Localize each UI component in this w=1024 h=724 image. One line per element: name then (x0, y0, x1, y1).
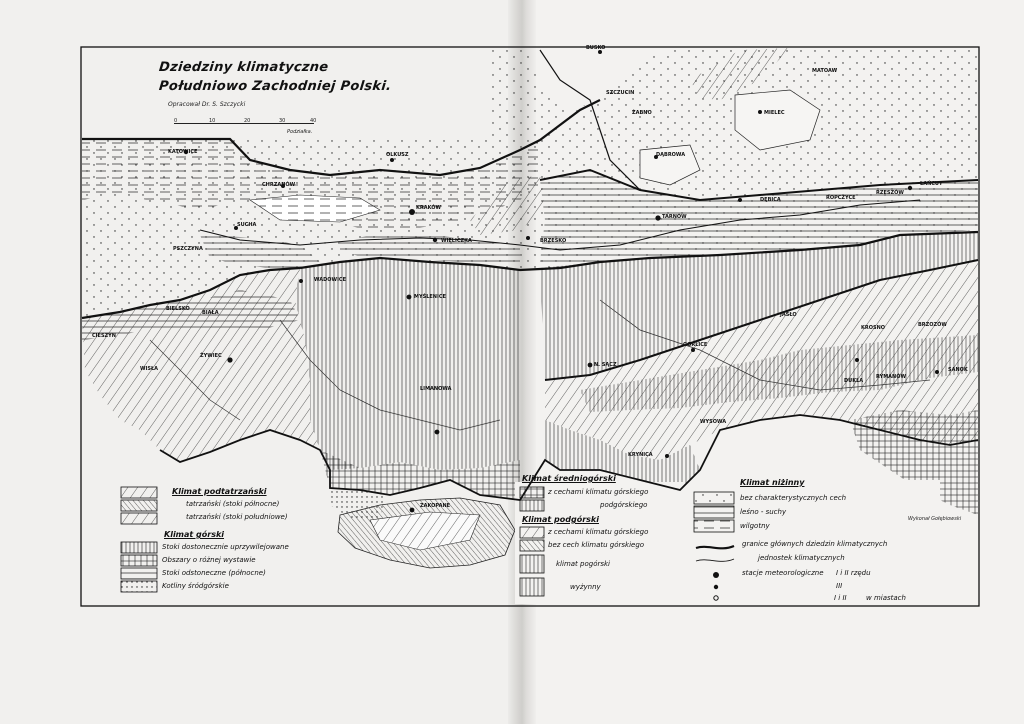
legend-order-1: I i II rzędu (836, 569, 871, 577)
legend-item: tatrzański (stoki północne) (186, 500, 280, 508)
legend-order-2: III (836, 582, 843, 590)
scale-label: Podziałka. (287, 129, 313, 135)
place-label: KROSNO (861, 325, 886, 331)
place-label: ROPCZYCE (826, 195, 856, 201)
place-label: KRAKÓW (416, 205, 442, 211)
place-label: GORLICE (683, 342, 708, 348)
legend-item: Stoki dostonecznie uprzywilejowane (162, 543, 289, 551)
place-label: MATOAW (812, 68, 838, 74)
legend-item: z cechami klimatu górskiego (548, 528, 649, 536)
place-label: JASŁO (780, 312, 797, 318)
legend-title-sredniogorski: Klimat średniogórski (522, 474, 616, 483)
legend-item: klimat pogórski (556, 560, 610, 568)
place-label: BUSKO (586, 45, 606, 51)
legend-title-podgorski: Klimat podgórski (522, 515, 599, 524)
legend-item: Kotliny śródgórskie (162, 582, 229, 590)
place-label: ZAKOPANE (420, 503, 451, 509)
legend-title-podtatrzanski: Klimat podtatrzański (172, 487, 267, 496)
place-label: LIMANOWA (420, 386, 452, 392)
place-label: CIESZYN (92, 333, 116, 339)
legend-stations: stacje meteorologiczne (742, 569, 824, 577)
scale-tick: 30 (279, 118, 286, 124)
place-label: KRYNICA (628, 452, 653, 458)
place-label: BIELSKO (166, 306, 190, 312)
place-label: RYMANÓW (876, 374, 906, 380)
legend-boundary-main: granice głównych dziedzin klimatycznych (742, 540, 888, 548)
place-label: KATOWICE (168, 149, 198, 155)
place-label: MYŚLENICE (414, 294, 446, 300)
map-subtitle: Południowo Zachodniej Polski. (158, 79, 393, 94)
legend-item: podgórskiego (600, 501, 648, 509)
legend-item: Stoki odstoneczne (północne) (162, 569, 266, 577)
legend-item: leśno - suchy (740, 508, 787, 516)
map-credit: Wykonał Gołębiowski (908, 516, 962, 522)
place-label: SZCZUCIN (606, 90, 635, 96)
place-label: N. SĄCZ (594, 362, 617, 368)
legend-item: wilgotny (740, 522, 770, 530)
place-label: BRZESKO (540, 238, 567, 244)
scale-tick: 10 (209, 118, 216, 124)
place-label: WYSOWA (700, 419, 727, 425)
place-label: OLKUSZ (386, 152, 409, 158)
legend-item: tatrzański (stoki południowe) (186, 513, 288, 521)
place-label: TARNÓW (662, 214, 687, 220)
legend-title-gorski: Klimat górski (164, 530, 225, 539)
scale-tick: 40 (310, 118, 317, 124)
legend-in-towns: w miastach (866, 594, 906, 602)
place-label: ŁAŃCUT (920, 181, 943, 187)
place-label: WISŁA (140, 366, 159, 372)
place-label: DĄBROWA (656, 152, 686, 158)
map-title: Dziedziny klimatyczne (158, 60, 330, 75)
legend-item: z cechami klimatu górskiego (548, 488, 649, 496)
map-author: Opracował Dr. S. Szczycki (168, 101, 246, 108)
place-label: SANOK (948, 367, 968, 373)
legend-item: bez charakterystycznych cech (740, 494, 847, 502)
place-label: SUCHA (237, 222, 257, 228)
place-label: MIELEC (764, 110, 785, 116)
place-label: PSZCZYNA (173, 246, 203, 252)
scale-tick: 20 (244, 118, 251, 124)
scale-tick: 0 (174, 118, 178, 124)
legend-boundary-units: jednostek klimatycznych (758, 554, 845, 562)
place-label: DUKLA (844, 378, 864, 384)
legend-item: Obszary o różnej wystawie (162, 556, 256, 564)
legend-item: bez cech klimatu górskiego (548, 541, 645, 549)
place-label: CHRZANÓW (262, 182, 296, 188)
place-label: WIELICZKA (441, 238, 472, 244)
place-label: WADOWICE (314, 277, 347, 283)
place-label: DĘBICA (760, 197, 781, 203)
place-label: ŻABNO (632, 110, 652, 116)
place-label: BRZOZÓW (918, 322, 947, 328)
legend-title-nizinny: Klimat niżinny (740, 478, 805, 487)
place-label: BIAŁA (202, 310, 219, 316)
legend-order-3: I i II (834, 594, 847, 602)
place-label: ŻYWIEC (200, 353, 222, 359)
legend-item: wyżynny (570, 583, 601, 591)
place-label: RZESZÓW (876, 190, 904, 196)
